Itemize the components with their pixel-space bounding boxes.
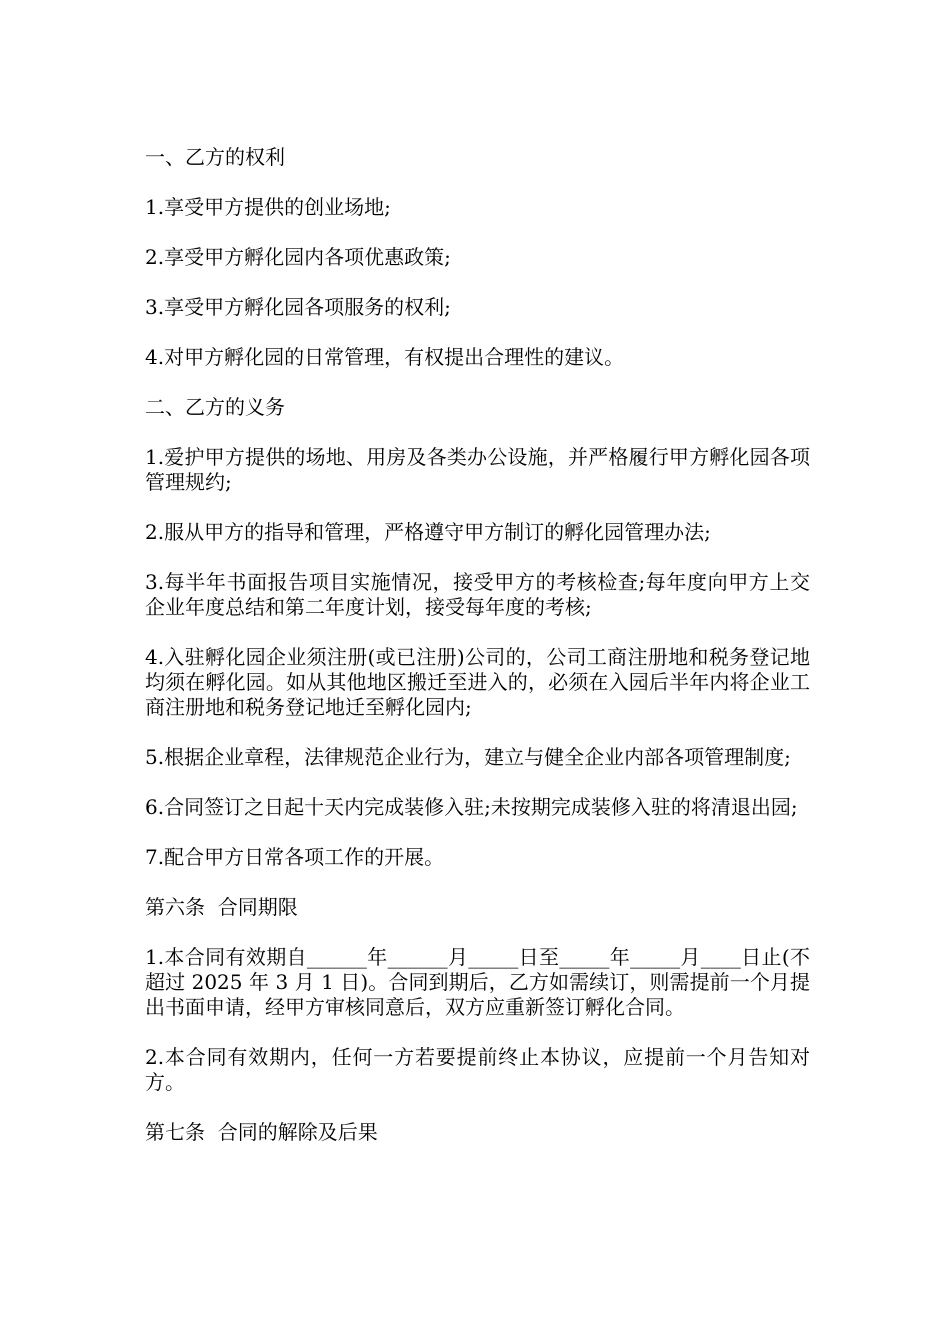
document-body [145,145,810,1170]
article-6-item-2: 2.本合同有效期内，任何一方若要提前终止本协议，应提前一个月告知对方。 [145,1045,810,1094]
rights-item-2: 2.享受甲方孵化园内各项优惠政策; [145,245,451,269]
section-heading-rights: 一、乙方的权利 [145,145,285,169]
obligations-item-4: 4.入驻孵化园企业须注册(或已注册)公司的，公司工商注册地和税务登记地均须在孵化园。如从其他地区搬迁至进入的，必须在入园后半年内将企业工商注册地和税务登记地迁至孵化园内; [145,645,810,719]
rights-item-1: 1.享受甲方提供的创业场地; [145,195,391,219]
article-6-item-1: 1.本合同有效期自______年______月_____日至_____年_____月____日止(不超过 2025 年 3 月 1 日)。合同到期后，乙方如需续订，则需提前一个月提出书面申请，经甲方审核同意后，双方应重新签订孵化合同。 [145,945,810,1019]
rights-item-3: 3.享受甲方孵化园各项服务的权利; [145,295,451,319]
section-heading-obligations: 二、乙方的义务 [145,395,285,419]
obligations-item-7: 7.配合甲方日常各项工作的开展。 [145,845,445,869]
article-7-heading: 第七条 合同的解除及后果 [145,1120,378,1144]
article-6-heading: 第六条 合同期限 [145,895,298,919]
obligations-item-3: 3.每半年书面报告项目实施情况，接受甲方的考核检查;每年度向甲方上交企业年度总结和第二年度计划，接受每年度的考核; [145,570,810,619]
obligations-item-1: 1.爱护甲方提供的场地、用房及各类办公设施，并严格履行甲方孵化园各项管理规约; [145,445,810,494]
rights-item-4: 4.对甲方孵化园的日常管理，有权提出合理性的建议。 [145,345,625,369]
obligations-item-5: 5.根据企业章程，法律规范企业行为，建立与健全企业内部各项管理制度; [145,745,791,769]
obligations-item-6: 6.合同签订之日起十天内完成装修入驻;未按期完成装修入驻的将清退出园; [145,795,798,819]
obligations-item-2: 2.服从甲方的指导和管理，严格遵守甲方制订的孵化园管理办法; [145,520,711,544]
